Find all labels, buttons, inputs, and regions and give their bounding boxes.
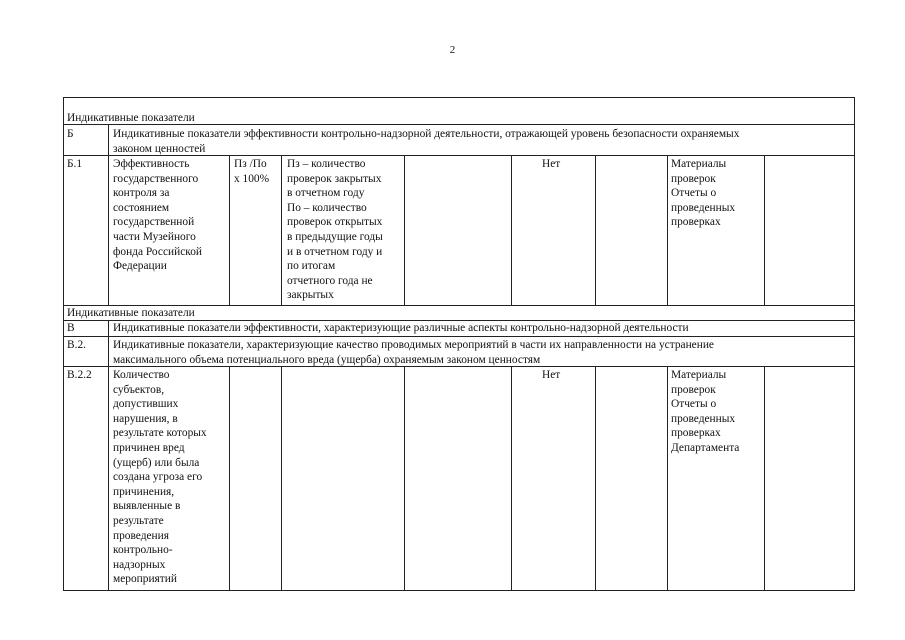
table-rule: [63, 336, 855, 337]
indicator-code: Б.1: [67, 158, 83, 170]
column-rule: [595, 155, 596, 305]
section-heading: Индикативные показатели: [67, 307, 195, 319]
data-source: Материалы проверок Отчеты о проведенных проверках: [671, 158, 736, 229]
group-code: В: [67, 322, 75, 334]
column-rule: [108, 124, 109, 305]
group-code: Б: [67, 128, 74, 140]
column-rule: [404, 155, 405, 305]
target-value: Нет: [542, 158, 561, 170]
column-rule: [229, 155, 230, 305]
column-rule: [764, 155, 765, 305]
column-rule: [667, 155, 668, 305]
formula-comment: Пз – количество проверок закрытых в отчетном году По – количество проверок открытых в предыдущие годы и в отчетном году и по итогам отчетного года не закрытых: [287, 158, 383, 302]
indicator-formula: Пз /По х 100%: [234, 158, 270, 185]
target-value: Нет: [542, 369, 561, 381]
section-heading: Индикативные показатели: [67, 112, 195, 124]
page-number: 2: [449, 44, 456, 56]
column-rule: [667, 366, 668, 591]
column-rule: [108, 320, 109, 591]
indicator-name: Эффективность государственного контроля за состоянием государственной части Музейного фонда Российской Федерации: [113, 158, 203, 273]
subgroup-code: В.2.: [67, 339, 86, 351]
column-rule: [764, 366, 765, 591]
indicator-name: Количество субъектов, допустивших нарушения, в результате которых причинен вред (ущерб) или была создана угроза его причинения, выявленные в результате проведения контрольно- надзорных мероприятий: [113, 369, 207, 586]
column-rule: [404, 366, 405, 591]
group-title: Индикативные показатели эффективности контрольно-надзорной деятельности, отражающей уровень безопасности охраняемых законом ценностей: [113, 128, 740, 155]
indicator-code: В.2.2: [67, 369, 92, 381]
subgroup-title: Индикативные показатели, характеризующие качество проводимых мероприятий в части их направленности на устранение максимального объема потенциального вреда (ущерба) охраняемым законом ценностям: [113, 339, 714, 366]
column-rule: [281, 366, 282, 591]
column-rule: [229, 366, 230, 591]
data-source: Материалы проверок Отчеты о проведенных проверках Департамента: [671, 369, 740, 454]
column-rule: [511, 155, 512, 305]
column-rule: [511, 366, 512, 591]
column-rule: [281, 155, 282, 305]
column-rule: [595, 366, 596, 591]
group-title: Индикативные показатели эффективности, характеризующие различные аспекты контрольно-надзорной деятельности: [113, 322, 689, 334]
